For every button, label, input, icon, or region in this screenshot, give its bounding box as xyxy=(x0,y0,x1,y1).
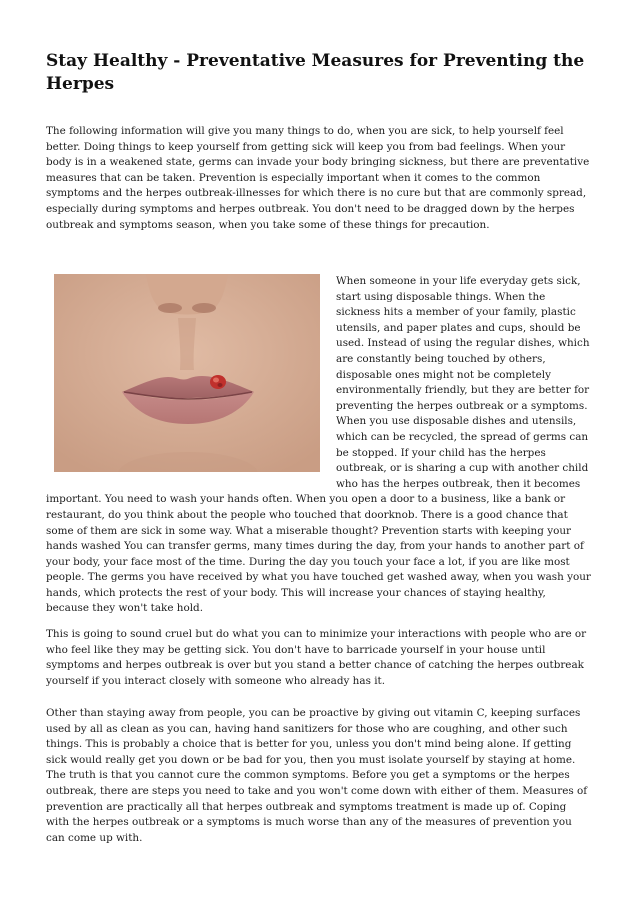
intro-paragraph: The following information will give you many things to do, when you are sick, to help yourself feel better. Doing things to keep yourself from getting sick will keep you from bad feelings. When your body is in a weakened state, germs can invade your body bringing sickness, but there are preventative measures that can be taken. Prevention is especially important when it comes to the common symptoms and the herpes outbreak-illnesses for which there is no cure but that are commonly spread, especially during symptoms and herpes outbreak. You don't need to be dragged down by the herpes outbreak and symptoms season, when you take some of these things for precaution. xyxy=(46,125,590,231)
cold-sore-photo xyxy=(54,274,320,472)
proactive-measures-paragraph: Other than staying away from people, you can be proactive by giving out vitamin C, keeping surfaces used by all as clean as you can, having hand sanitizers for those who are coughing, and other such things. This is probably a choice that is better for you, unless you don't mind being alone. If getting sick would really get you down or be bad for you, then you must isolate yourself by staying at home. The truth is that you cannot cure the common symptoms. Before you get a symptoms or the herpes outbreak, there are steps you need to take and you won't come down with either of them. Measures of prevention are practically all that herpes outbreak and symptoms treatment is made up of. Coping with the herpes outbreak or a symptoms is much worse than any of the measures of prevention you can come up with. xyxy=(46,707,588,844)
image-text-block xyxy=(46,274,592,617)
disposables-paragraph: When someone in your life everyday gets sick, start using disposable things. When the sickness hits a member of your family, plastic utensils, and paper plates and cups, should be used. Instead of using the regular dishes, which are constantly being touched by others, disposable ones might not be completely environmentally friendly, but they are better for preventing the herpes outbreak or a symptoms. When you use disposable dishes and utensils, which can be recycled, the spread of germs can be stopped. If your child has the herpes outbreak, or is sharing a cup with another child who has the herpes outbreak, then it becomes important. You need to wash your hands often. When you open a door to a business, like a bank or restaurant, do you think about the people who touched that doorknob. There is a good chance that some of them are sick in some way. What a miserable thought? Prevention starts with keeping your hands washed You can transfer germs, many times during the day, from your hands to another part of your body, your face most of the time. During the day you touch your face a lot, if you are like most people. The germs you have received by what you have touched get washed away, when you wash your hands, which protects the rest of your body. This will increase your chances of staying healthy, because they won't take hold. xyxy=(46,275,591,615)
document-title: Stay Healthy - Preventative Measures for Preventing the Herpes xyxy=(46,51,585,94)
avoid-sick-people-paragraph: This is going to sound cruel but do what you can to minimize your interactions with people who are or who feel like they may be getting sick. You don't have to barricade yourself in your house until symptoms and herpes outbreak is over but you stand a better chance of catching the herpes outbreak yourself if you interact closely with someone who already has it. xyxy=(46,628,587,687)
